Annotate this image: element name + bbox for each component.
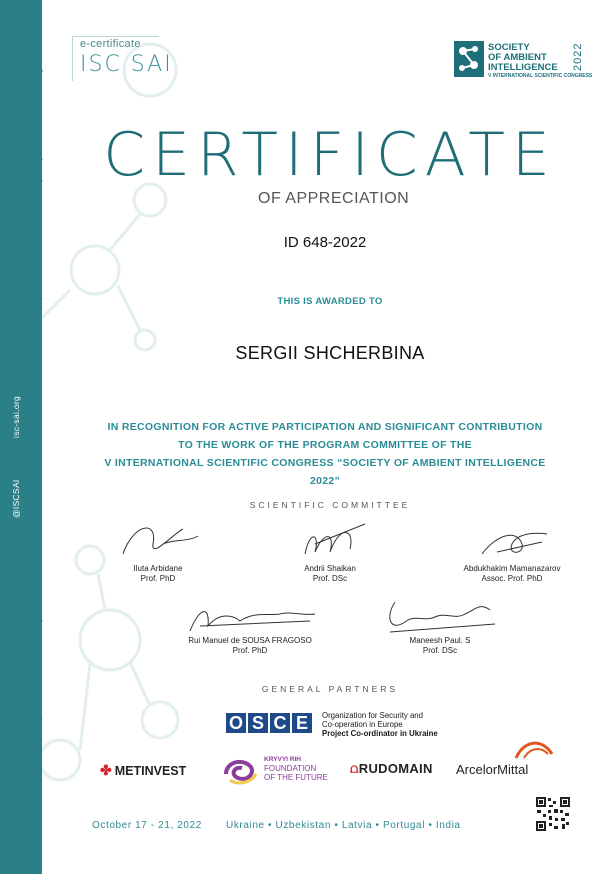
metinvest-mark-icon: ✤: [100, 762, 112, 778]
osce-letter: C: [270, 713, 290, 733]
osce-description: [322, 711, 438, 738]
iscsai-logo: ISC SAI: [80, 52, 173, 77]
ssai-year: [572, 41, 586, 77]
osce-line: Organization for Security and: [322, 711, 423, 720]
ssai-logo: [454, 41, 593, 81]
osce-line: Co-operation in Europe: [322, 720, 403, 729]
recipient-name: SERGII SHCHERBINA: [235, 343, 425, 363]
ssai-year-text: 2022: [572, 42, 584, 71]
ssai-line-3: INTELLIGENCE: [488, 62, 558, 73]
signatory-name: Iluta Arbidane: [133, 564, 183, 573]
ssai-subtitle: V INTERNATIONAL SCIENTIFIC CONGRESS: [488, 73, 593, 79]
kryvyi-line: FOUNDATION: [264, 764, 317, 773]
qr-code-icon: [535, 796, 571, 832]
event-dates: October 17 - 21, 2022: [92, 820, 202, 831]
recognition-text: [90, 418, 560, 490]
partners-heading: GENERAL PARTNERS: [261, 684, 399, 694]
ssai-line-1: SOCIETY: [488, 42, 530, 53]
recognition-line: IN RECOGNITION FOR ACTIVE PARTICIPATION AND SIGNIFICANT CONTRIBUTION: [107, 421, 543, 433]
signatory-title: Prof. PhD: [140, 574, 176, 583]
signatory-title: Assoc. Prof. PhD: [481, 574, 543, 583]
osce-letter: S: [248, 713, 268, 733]
ssai-mark-icon: [454, 41, 484, 77]
rudomain-mark-icon: ⩍: [350, 761, 359, 776]
signature-image: [285, 514, 375, 564]
rudomain-logo: [350, 761, 433, 777]
osce-logo: [225, 712, 317, 738]
signature-image: [180, 596, 320, 636]
osce-letter: O: [226, 713, 246, 733]
kryvyi-logo: [222, 756, 328, 791]
committee-heading: SCIENTIFIC COMMITTEE: [249, 500, 411, 510]
kryvyi-title: KRYVYI RIH: [264, 756, 301, 763]
certificate-id: ID 648-2022: [283, 234, 367, 251]
certificate-subtitle: OF APPRECIATION: [258, 190, 410, 207]
recognition-line: V INTERNATIONAL SCIENTIFIC CONGRESS “SOCIETY OF AMBIENT INTELLIGENCE 2022”: [104, 457, 546, 487]
arcelormittal-arc-icon: [514, 736, 554, 760]
osce-letter: E: [292, 713, 312, 733]
metinvest-logo: [100, 762, 186, 779]
signature-image: [113, 514, 203, 564]
ecert-label: e-certificate: [80, 38, 141, 50]
ssai-title: [488, 43, 558, 73]
signature-block: [270, 514, 390, 584]
rudomain-label: RUDOMAIN: [358, 761, 433, 776]
signature-block: [380, 592, 500, 656]
certificate-title: CERTIFICATE: [103, 120, 557, 190]
signature-image: [467, 514, 557, 564]
signature-block: [442, 514, 582, 584]
osce-line: Project Co-ordinator in Ukraine: [322, 729, 438, 738]
signatory-title: Prof. DSc: [312, 574, 348, 583]
signatory-name: Abdukhakim Mamanazarov: [463, 564, 561, 573]
kryvyi-line: OF THE FUTURE: [264, 773, 328, 782]
event-countries: Ukraine • Uzbekistan • Latvia • Portugal • India: [226, 820, 461, 831]
arcelormittal-logo: [456, 762, 528, 777]
ssai-line-2: OF AMBIENT: [488, 52, 547, 63]
signatory-name: Rui Manuel de SOUSA FRAGOSO: [188, 636, 312, 645]
kryvyi-swirl-icon: [222, 756, 260, 786]
signature-image: [380, 592, 500, 636]
signatory-title: Prof. DSc: [422, 646, 458, 655]
signatory-name: Andrii Shaikan: [304, 564, 356, 573]
metinvest-label: METINVEST: [114, 764, 187, 778]
arcelormittal-label: ArcelorMittal: [456, 762, 529, 777]
awarded-label: THIS IS AWARDED TO: [277, 296, 383, 307]
kryvyi-subtitle: [264, 764, 328, 782]
recognition-line: TO THE WORK OF THE PROGRAM COMMITTEE OF THE: [178, 439, 472, 451]
signature-block: [180, 596, 320, 656]
website-label: isc-sai.org: [11, 395, 21, 438]
signatory-name: Maneesh Paul. S: [409, 636, 471, 645]
social-handle: @ISCSAI: [11, 479, 21, 518]
signatory-title: Prof. PhD: [232, 646, 268, 655]
signature-block: [98, 514, 218, 584]
side-vertical-text: [11, 380, 31, 520]
